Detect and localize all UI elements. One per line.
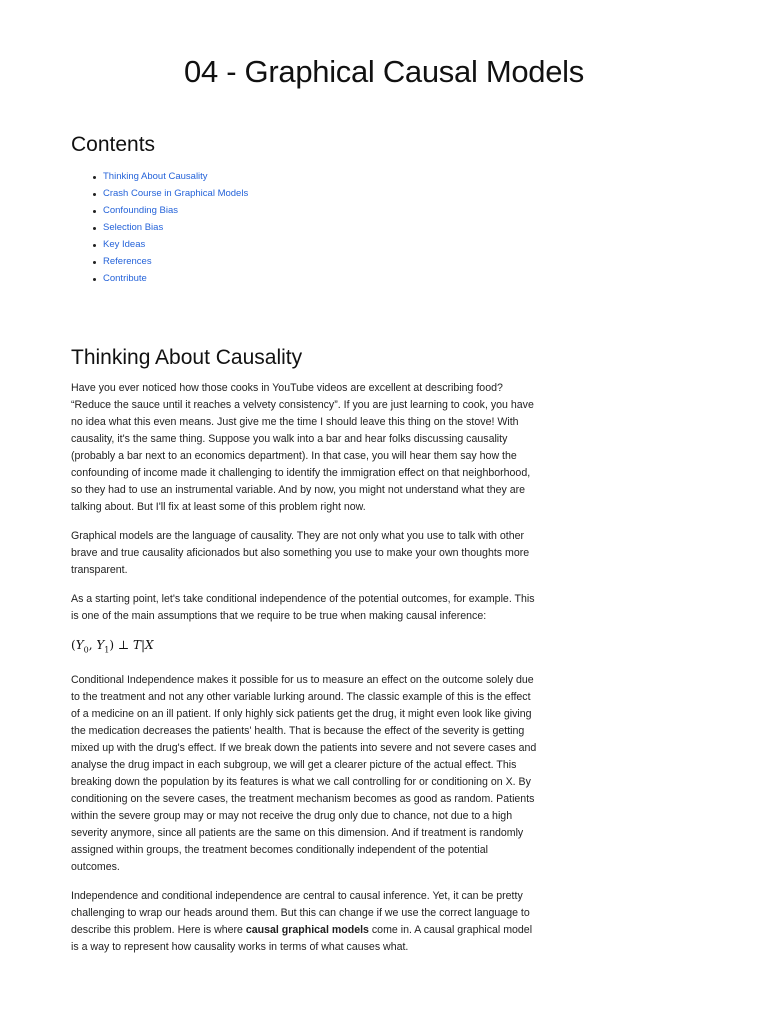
formula-open-paren: ( <box>71 638 76 652</box>
formula-given-bar: | <box>140 638 146 652</box>
section-heading: Thinking About Causality <box>71 346 303 369</box>
paragraph: Have you ever noticed how those cooks in YouTube videos are excellent at describing food? “Reduce the sauce until it reaches a velvety consistency”. If you are just learning to cook, you have no idea what this even means. Just give me the time I should leave this thing on the stove! With causality, it's the same thing. Suppose you walk into a bar and hear folks discussing causality (probably a bar next to an economics department). In that case, you will hear them say how the confounding of income made it challenging to identify the immigration effect on that neighborhood, so they had to use an instrumental variable. And by now, you might not understand what they are talking about. But I'll fix at least some of this problem right now. <box>71 382 534 513</box>
formula-y1: Y <box>96 638 105 652</box>
table-of-contents <box>71 170 248 289</box>
paragraph-last <box>71 888 539 956</box>
toc-item <box>71 238 248 255</box>
paragraph: Graphical models are the language of causality. They are not only what you use to talk with other brave and true causality aficionados but also something you use to make your own thoughts more transparent. <box>71 530 530 576</box>
paragraph-text: come in. A causal graphical model is a way to represent how causality works in terms of what causes what. <box>71 924 533 954</box>
conditional-independence-formula <box>71 637 539 658</box>
formula-independence-symbol: ⊥ <box>114 638 133 652</box>
paragraph: As a starting point, let's take conditional independence of the potential outcomes, for example. This is one of the main assumptions that we require to be true when making causal inference: <box>71 593 535 622</box>
bold-term: causal graphical models <box>245 924 369 937</box>
toc-item <box>71 170 248 187</box>
formula-comma: , <box>88 638 97 652</box>
toc-item <box>71 255 248 272</box>
formula-sub-1: 1 <box>104 645 110 655</box>
formula-sub-0: 0 <box>83 645 89 655</box>
toc-link-selection-bias[interactable]: Selection Bias <box>103 222 164 233</box>
toc-link-key-ideas[interactable]: Key Ideas <box>103 239 146 250</box>
page-title: 04 - Graphical Causal Models <box>184 54 584 89</box>
toc-item <box>71 204 248 221</box>
toc-link-contribute[interactable]: Contribute <box>103 273 147 284</box>
toc-link-references[interactable]: References <box>103 256 152 267</box>
contents-heading: Contents <box>71 133 156 156</box>
paragraph: Conditional Independence makes it possible for us to measure an effect on the outcome solely due to the treatment and not any other variable lurking around. The classic example of this is the effect of a medicine on an ill patient. If only highly sick patients get the drug, it might even look like giving the medication decreases the patients' health. That is because the effect of the severity is getting mixed up with the drug's effect. If we break down the patients into severe and not severe cases and analyse the drug impact in each subgroup, we will get a clearer picture of the actual effect. This breaking down the population by its features is what we call controlling for or conditioning on X. By conditioning on the severe cases, the treatment mechanism becomes as good as random. Patients within the severe group may or may not receive the drug only due to chance, not due to a high severity anymore, since all patients are the same on this dimension. And if treatment is randomly assigned within groups, the treatment becomes conditionally independent of the potential outcomes. <box>71 674 537 874</box>
formula-y0: Y <box>75 638 84 652</box>
toc-item <box>71 221 248 238</box>
toc-item <box>71 272 248 289</box>
formula-t: T <box>132 638 141 652</box>
toc-item <box>71 187 248 204</box>
toc-link-crash-course[interactable]: Crash Course in Graphical Models <box>103 188 249 199</box>
section-body <box>71 380 539 968</box>
toc-link-confounding-bias[interactable]: Confounding Bias <box>103 205 178 216</box>
formula-x: X <box>145 638 154 652</box>
toc-link-thinking-about-causality[interactable]: Thinking About Causality <box>103 171 208 182</box>
formula-close-paren: ) <box>109 638 115 652</box>
paragraph-text: Independence and conditional independence are central to causal inference. Yet, it can be pretty challenging to wrap our heads around them. But this can change if we use the correct language to describe this problem. Here is where <box>71 890 530 937</box>
